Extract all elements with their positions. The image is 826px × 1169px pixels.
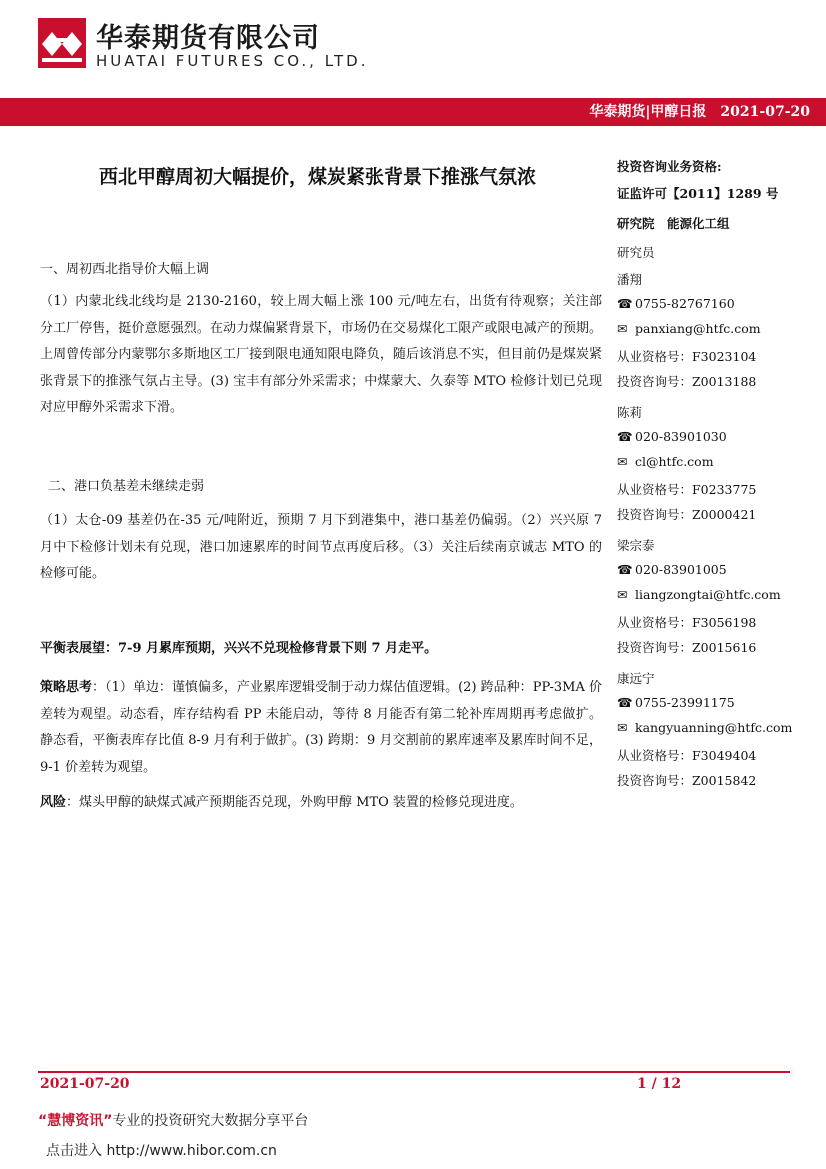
- balance-outlook: [40, 636, 602, 663]
- strategy-label: 策略思考: [40, 680, 93, 695]
- balance-text: ：7-9 月累库预期，兴兴不兑现检修背景下则 7 月走平。: [105, 641, 438, 656]
- analyst-cert-advisory-text: 投资咨询号：Z0013188: [617, 374, 757, 390]
- watermark-link[interactable]: 点击进入 http://www.hibor.com.cn: [46, 1143, 277, 1159]
- balance-label: 平衡表展望: [40, 641, 106, 656]
- analyst-cert-advisory-text: 投资咨询号：Z0015616: [617, 640, 757, 656]
- analyst-name: [617, 270, 642, 288]
- analyst-phone-text: 020-83901005: [635, 561, 727, 577]
- company-name-en: HUATAI FUTURES CO., LTD.: [96, 52, 369, 70]
- watermark-slogan: [38, 1110, 308, 1130]
- envelope-icon: ✉: [617, 454, 628, 470]
- section-heading-2: 二、港口负基差未继续走弱: [48, 479, 205, 494]
- header-bar: [0, 98, 826, 126]
- license-number: 证监许可【2011】1289 号: [617, 186, 779, 201]
- analyst-name-text: 陈莉: [617, 405, 643, 420]
- analyst-name-text: 梁宗泰: [617, 538, 655, 553]
- analyst-cert-advisory-text: 投资咨询号：Z0000421: [617, 507, 757, 523]
- analyst-cert-advisory: [617, 372, 756, 390]
- page-number: 1 / 12: [637, 1076, 682, 1092]
- envelope-icon: ✉: [617, 720, 628, 736]
- section-2-paragraph: （1）太仓-09 基差仍在-35 元/吨附近，预期 7 月下到港集中，港口基差仍偏弱。（2）兴兴原 7 月中下检修计划未有兑现，港口加速累库的时间节点再度后移。（3）关注后续南京诚志 MTO 的检修可能。: [40, 513, 602, 581]
- huatai-logo-icon: [38, 18, 86, 68]
- phone-icon: ☎: [617, 428, 633, 444]
- analyst-name-text: 康远宁: [617, 671, 655, 686]
- analyst-phone: [617, 429, 727, 444]
- analyst-cert-practice: [617, 746, 756, 764]
- analyst-cert-advisory-text: 投资咨询号：Z0015842: [617, 773, 757, 789]
- analyst-phone: [617, 562, 727, 577]
- qualification-label: 投资咨询业务资格:: [617, 159, 722, 174]
- company-name-cn: 华泰期货有限公司: [96, 23, 320, 54]
- report-title: 西北甲醇周初大幅提价，煤炭紧张背景下推涨气氛浓: [98, 166, 536, 188]
- analyst-email[interactable]: [617, 321, 761, 336]
- analyst-cert-practice-text: 从业资格号：F0233775: [617, 481, 757, 497]
- analyst-cert-practice-text: 从业资格号：F3056198: [617, 614, 757, 630]
- analyst-cert-practice-text: 从业资格号：F3049404: [617, 747, 757, 763]
- analyst-phone: [617, 695, 735, 710]
- envelope-icon: ✉: [617, 321, 628, 337]
- analyst-cert-practice: [617, 613, 756, 631]
- footer-divider: [38, 1071, 790, 1073]
- risk-text: ：煤头甲醇的缺煤式减产预期能否兑现，外购甲醇 MTO 装置的检修兑现进度。: [66, 795, 523, 810]
- role-label: 研究员: [617, 245, 655, 260]
- analyst-cert-practice-text: 从业资格号：F3023104: [617, 348, 757, 364]
- phone-icon: ☎: [617, 694, 633, 710]
- analyst-cert-advisory: [617, 638, 756, 656]
- risk-paragraph: [40, 790, 602, 817]
- watermark-quote-close: ”: [103, 1113, 113, 1129]
- analyst-name: [617, 669, 655, 687]
- analyst-name: [617, 403, 642, 421]
- research-team: 研究院 能源化工组: [617, 216, 730, 231]
- analyst-phone-text: 020-83901030: [635, 428, 727, 444]
- strategy-paragraph: [40, 675, 602, 781]
- phone-icon: ☎: [617, 561, 633, 577]
- analyst-name-text: 潘翔: [617, 272, 643, 287]
- section-heading-1: 一、周初西北指导价大幅上调: [40, 262, 210, 277]
- section-1-paragraph: （1）内蒙北线北线均是 2130-2160，较上周大幅上涨 100 元/吨左右，出货有待观察；关注部分工厂停售，挺价意愿强烈。在动力煤偏紧背景下，市场仍在交易煤化工限产或限电减产的预期。上周曾传部分内蒙鄂尔多斯地区工厂接到限电通知限电降负，随后该消息不实，但目前仍是煤炭紧张背景下的推涨气氛占主导。(3) 宝丰有部分外采需求；中煤蒙大、久泰等 MTO 检修计划已兑现对应甲醇外采需求下滑。: [40, 294, 602, 415]
- strategy-text: ：（1）单边：谨慎偏多，产业累库逻辑受制于动力煤估值逻辑。(2) 跨品种：PP-3MA 价差转为观望。动态看，库存结构看 PP 未能启动，等待 8 月能否有第二轮补库周期再考虑做扩。静态看，平衡表库存比值 8-9 月有利于做扩。(3) 跨期：9 月交割前的累库速率及累库时间不足，9-1 价差转为观望。: [40, 680, 602, 775]
- analyst-email[interactable]: [617, 720, 792, 735]
- watermark-slogan-text: 专业的投资研究大数据分享平台: [112, 1113, 309, 1129]
- risk-label: 风险: [40, 795, 67, 810]
- phone-icon: ☎: [617, 295, 633, 311]
- analyst-email-text: kangyuanning@htfc.com: [635, 720, 793, 736]
- footer-date: 2021-07-20: [40, 1076, 130, 1092]
- header-bar-text: 华泰期货|甲醇日报 2021-07-20: [589, 104, 810, 120]
- watermark-brand: 慧博资讯: [47, 1113, 104, 1129]
- analyst-cert-practice: [617, 480, 756, 498]
- analyst-email-text: liangzongtai@htfc.com: [635, 587, 781, 603]
- analyst-email-text: cl@htfc.com: [635, 454, 714, 470]
- analyst-email[interactable]: [617, 454, 714, 469]
- analyst-phone-text: 0755-23991175: [635, 694, 735, 710]
- analyst-cert-advisory: [617, 505, 756, 523]
- envelope-icon: ✉: [617, 587, 628, 603]
- analyst-cert-advisory: [617, 771, 756, 789]
- analyst-email-text: panxiang@htfc.com: [635, 321, 761, 337]
- analyst-phone: [617, 296, 735, 311]
- analyst-phone-text: 0755-82767160: [635, 295, 735, 311]
- analyst-email[interactable]: [617, 587, 781, 602]
- analyst-cert-practice: [617, 347, 756, 365]
- watermark-quote-open: “: [38, 1113, 48, 1129]
- analyst-name: [617, 536, 655, 554]
